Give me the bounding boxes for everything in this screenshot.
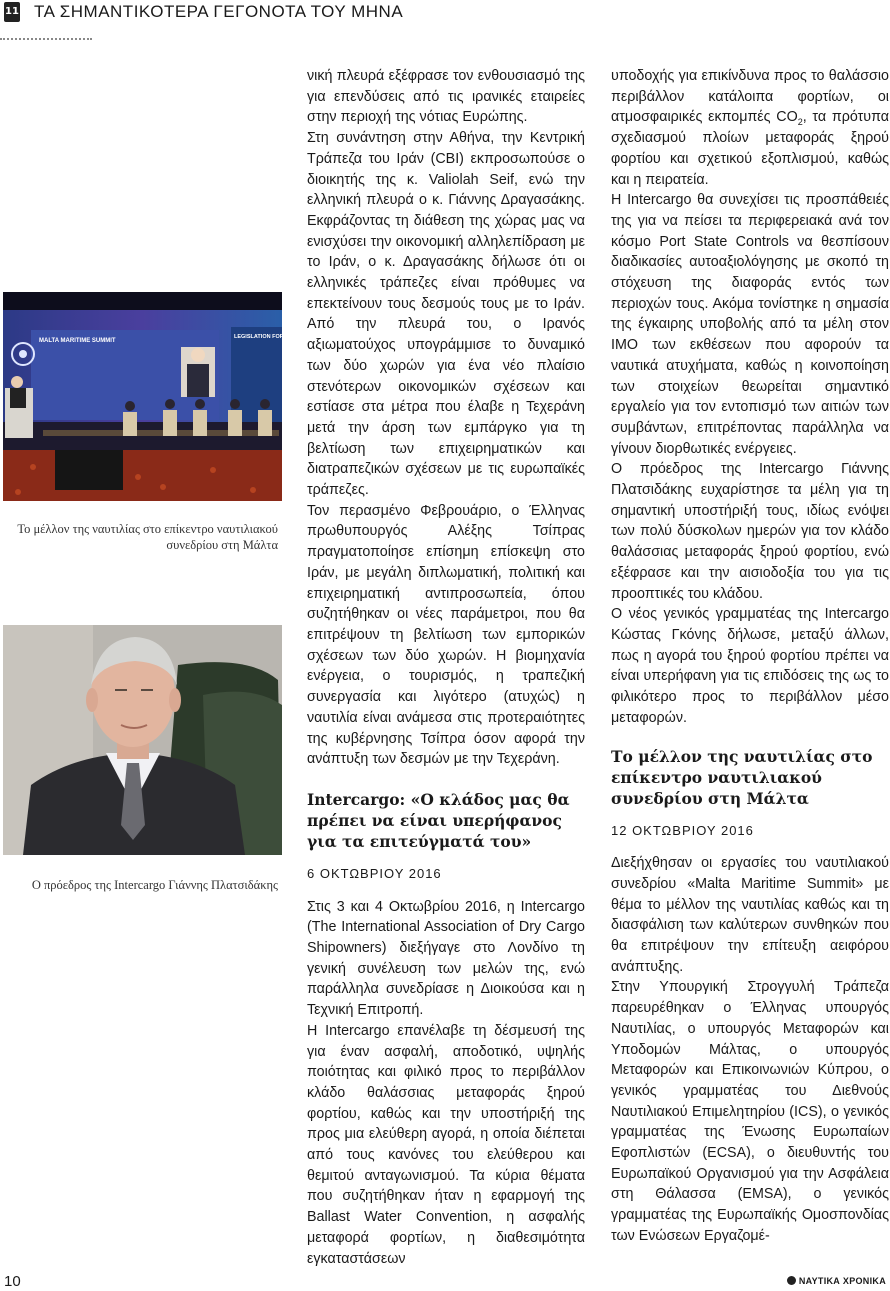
- col2-paragraph-1: υποδοχής για επικίνδυνα προς το θαλάσσιο περιβάλλον κατάλοιπα φορτίων, οι ατμοσφαιρικές εκπομπές $CO_2$, τα πρότυπα σχεδιασμού πλοίων μεταφοράς ξηρού φορτίου και σχετικού εξοπλισμού, καθώς και η πειρατεία.: [611, 68, 889, 188]
- col1-paragraph-1: νική πλευρά εξέφρασε τον ενθουσιασμό της για επενδύσεις από τις ιρανικές εταιρείες στην περιοχή της νότιας Ευρώπης.: [307, 68, 585, 126]
- col2-paragraph-3: Ο πρόεδρος της Intercargo Γιάννης Πλατσιδάκης ευχαρίστησε τα μέλη για τη σημαντική υποστήριξή τους, ιδίως ενόψει των πολύ δύσκολων ημερών για τον κλάδο θαλάσσιας μεταφοράς ξηρού φορτίου, ενώ εξέφρασε και την αισιοδοξία του για τις προοπτικές του κλάδου.: [611, 461, 889, 602]
- portrait-photo-caption: Ο πρόεδρος της Intercargo Γιάννης Πλατσιδάκης: [31, 878, 278, 892]
- brand-logo-icon: [787, 1276, 796, 1285]
- brand-footer: [787, 1276, 886, 1286]
- col1-paragraph-2: Στη συνάντηση στην Αθήνα, την Κεντρική Τράπεζα του Ιράν (CBI) εκπροσωπούσε ο διοικητής της κ. Valiolah Seif, ενώ την ελληνική πλευρά ο κ. Γιάννης Δραγασάκης. Εκφράζοντας τη διάθεση της χώρας μας να ενισχύσει την οικονομική αλληλεπίδραση με το Ιράν, ο κ. Δραγασάκης δήλωσε ότι οι ελληνικές τράπεζες είναι πρόθυμες να επεκτείνουν τους δεσμούς τους με το Ιράν. Από την πλευρά του, ο Ιρανός αξιωματούχος υπογράμμισε το δυναμικό των δύο χωρών για ένα νέο πλαίσιο στενότερων οικονομικών σχέσεων και εστίασε στα μέτρα που έλαβε η Τεχεράνη μετά την άρση των εμπάργκο για τη βελτίωση των επιχειρηματικών και διατραπεζικών σχέσεων με τις ευρωπαϊκές τράπεζες.: [307, 130, 585, 499]
- screen-banner: LEGISLATION FOR THE INDUSTRY: [234, 334, 326, 340]
- col1-paragraph-5: Η Intercargo επανέλαβε τη δέσμευσή της για έναν ασφαλή, αποδοτικό, υψηλής ποιότητας και φιλικό προς το περιβάλλον κλάδο θαλάσσιας μεταφοράς ξηρού φορτίου, καθώς και την υποστήριξή της προς μια ελεύθερη αγορά, η οποία διέπεται από τους κανόνες του ελεύθερου και θεμιτού ανταγωνισμού. Τα κύρια θέματα που συζητήθηκαν ήταν η εφαρμογή της Ballast Water Convention, η ασφαλής μεταφορά φορτίων, η διαθεσιμότητα εγκαταστάσεων: [307, 1022, 585, 1267]
- brand-name: ΝΑΥΤΙΚΑ ΧΡΟΝΙΚΑ: [798, 1276, 886, 1286]
- conference-photo: [3, 292, 326, 501]
- article-heading-malta: Το μέλλον της ναυτιλίας στο επίκεντρο ναυτιλιακού συνεδρίου στη Μάλτα: [611, 746, 873, 808]
- column-1: [307, 66, 585, 1269]
- conference-photo-caption: Το μέλλον της ναυτιλίας στο επίκεντρο ναυτιλιακού συνεδρίου στη Μάλτα: [17, 522, 278, 552]
- column-2: [611, 66, 889, 1247]
- screen-title: MALTA MARITIME SUMMIT: [39, 338, 116, 344]
- col2-paragraph-5: Διεξήχθησαν οι εργασίες του ναυτιλιακού συνεδρίου «Malta Maritime Summit» με θέμα το μέλλον της ναυτιλίας καθώς και τη διασφάλιση των καλύτερων συνθηκών που θα επιτρέψουν την επίτευξη αειφόρου ανάπτυξης.: [611, 855, 889, 975]
- col2-paragraph-2: Η Intercargo θα συνεχίσει τις προσπάθειές της για να πείσει τα περιφερειακά ανά τον κόσμο Port State Controls να θεσπίσουν διαδικασίες αυτοαξιολόγησης με σκοπό τη στόχευση της διαφοράς εντός των περιοχών τους. Ακόμα τονίστηκε η σημασία της έγκαιρης υποβολής από τα μέλη στον IMO των εκθέσεων που αφορούν τα ναυτικά ατυχήματα, καθώς η κοινοποίηση των στοιχείων θεωρείται σημαντικό εργαλείο για τον εντοπισμό των αιτιών των συμβάντων, επιτρέποντας παράλληλα να γίνουν διορθωτικές ενέργειες.: [611, 192, 889, 457]
- article-heading-intercargo: Intercargo: «Ο κλάδος μας θα πρέπει να είναι υπερήφανος για τα επιτεύγματά του»: [307, 789, 570, 851]
- portrait-photo: [3, 625, 282, 855]
- article-date-malta: 12 ΟΚΤΩΒΡΙΟΥ 2016: [611, 822, 754, 838]
- col1-paragraph-3: Τον περασμένο Φεβρουάριο, ο Έλληνας πρωθυπουργός Αλέξης Τσίπρας πραγματοποίησε επίσημη επίσκεψη στο Ιράν, με μεγάλη διπλωματική, πολιτική και επιχειρηματική αντιπροσωπεία, όπου συζητήθηκαν οι νέες παράμετροι, που θα επιτρέψουν τη βελτίωση των εμπορικών σχέσεων των δύο χωρών. Η βιομηχανία ενέργεια, ο τουρισμός, η τραπεζική συνεργασία και λιγότερο (ατυχώς) η ναυτιλία είναι ανάμεσα στις προτεραιότητες της κυβέρνησης Τσίπρα όσον αφορά την ανάπτυξη των δεσμών με την Τεχεράνη.: [307, 502, 585, 768]
- page-number: 10: [4, 1273, 21, 1290]
- col2-paragraph-4: Ο νέος γενικός γραμματέας της Intercargo Κώστας Γκόνης δήλωσε, μεταξύ άλλων, πως η αγορά του ξηρού φορτίου πρέπει να είναι υπερήφανη για τις επιδόσεις της ως το φιλικότερο προς το περιβάλλον μέσο μεταφορών.: [611, 606, 889, 726]
- section-title: ΤΑ ΣΗΜΑΝΤΙΚΟΤΕΡΑ ΓΕΓΟΝΟΤΑ ΤΟΥ ΜΗΝΑ: [34, 2, 404, 21]
- col1-paragraph-4: Στις 3 και 4 Οκτωβρίου 2016, η Intercargo (The International Association of Dry Cargo Shipowners) διεξήγαγε στο Λονδίνο τη γενική συνέλευση των μελών της, ενώ παράλληλα συνεδρίασε η Διοικούσα και η Τεχνική Επιτροπή.: [307, 898, 585, 1019]
- col2-paragraph-6: Στην Υπουργική Στρογγυλή Τράπεζα παρευρέθηκαν ο Έλληνας υπουργός Ναυτιλίας, ο υπουργός Μεταφορών και Υποδομών Μάλτας, ο υπουργός Μεταφορών και Επικοινωνιών Κύπρου, ο γενικός γραμματέας του Διεθνούς Ναυτιλιακού Επιμελητηρίου (ICS), ο γενικός γραμματέας της Ένωσης Ευρωπαίων Εφοπλιστών (ECSA), ο διευθυντής του Ευρωπαϊκού Οργανισμού για την Ασφάλεια στη Θάλασσα (EMSA), ο γενικός γραμματέας της Ευρωπαϊκής Ομοσπονδίας των Ενώσεων Εργαζομέ-: [611, 979, 889, 1244]
- section-icon: 11: [4, 2, 20, 22]
- article-date-intercargo: 6 ΟΚΤΩΒΡΙΟΥ 2016: [307, 865, 442, 881]
- header-dotted-rule: [0, 38, 92, 40]
